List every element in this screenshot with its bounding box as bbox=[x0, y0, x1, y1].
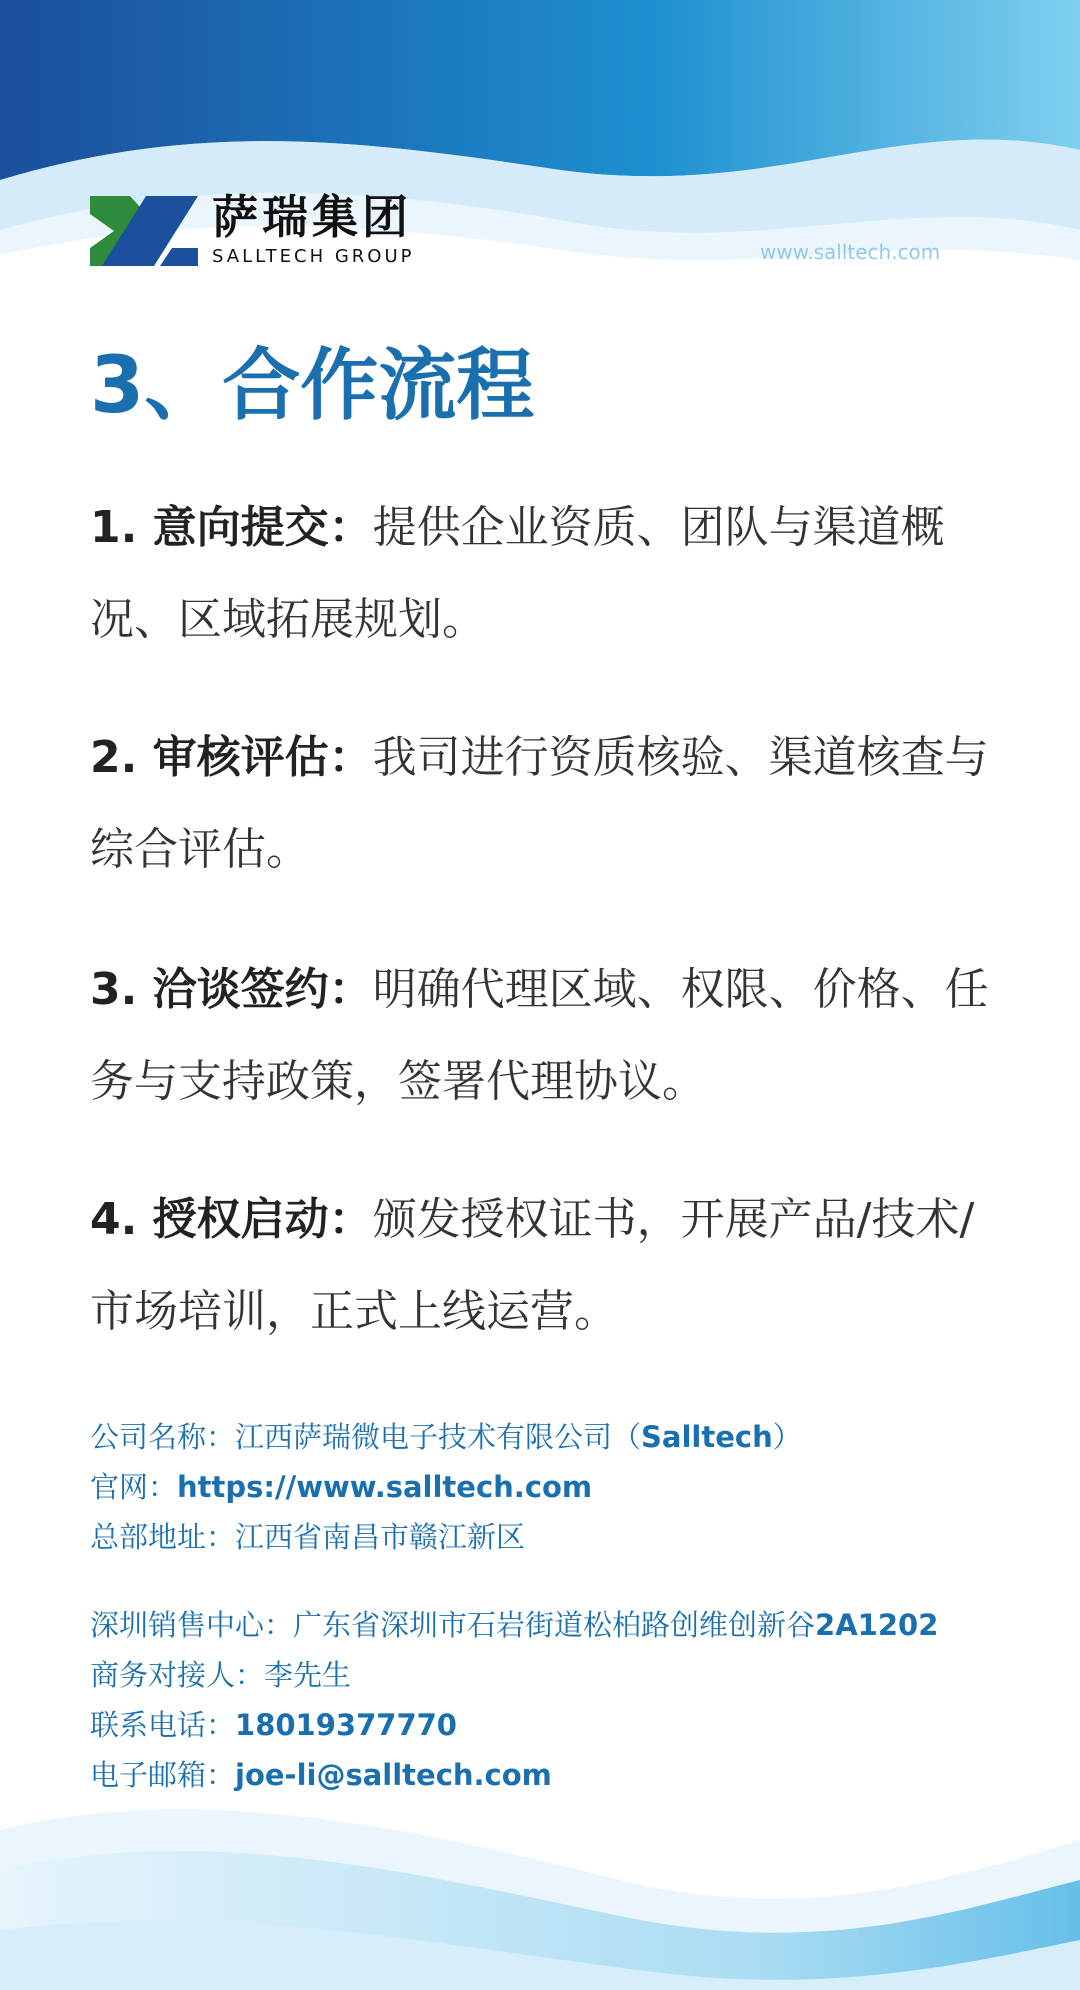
logo-english-name: SALLTECH GROUP bbox=[212, 246, 415, 267]
sales-contact-label: 商务对接人： bbox=[90, 1658, 265, 1692]
sales-center-room: 2A1202 bbox=[815, 1608, 939, 1642]
sales-email-link[interactable]: joe-li@salltech.com bbox=[235, 1758, 552, 1792]
step-1 bbox=[90, 482, 990, 666]
company-site-line bbox=[90, 1462, 802, 1512]
company-name-en: Salltech bbox=[641, 1420, 773, 1454]
company-name-end: ） bbox=[772, 1420, 802, 1454]
step-3-text: 明确代理区域、权限、价格、任务与支持政策，签署代理协议。 bbox=[90, 964, 989, 1107]
sales-phone-label: 联系电话： bbox=[90, 1708, 236, 1742]
company-name-value: 江西萨瑞微电子技术有限公司（ bbox=[235, 1420, 642, 1454]
sales-email-line bbox=[90, 1750, 938, 1800]
step-3 bbox=[90, 944, 990, 1128]
sales-center-label: 深圳销售中心： bbox=[90, 1608, 294, 1642]
step-1-text: 提供企业资质、团队与渠道概况、区域拓展规划。 bbox=[90, 502, 945, 645]
company-hq-label: 总部地址： bbox=[90, 1520, 236, 1554]
sales-email-label: 电子邮箱： bbox=[90, 1758, 236, 1792]
sales-phone-value[interactable]: 18019377770 bbox=[235, 1708, 457, 1742]
sales-contact-value: 李先生 bbox=[264, 1658, 352, 1692]
company-info bbox=[90, 1412, 802, 1562]
sales-contact-line bbox=[90, 1650, 938, 1700]
logo-chinese-name: 萨瑞集团 bbox=[212, 190, 412, 244]
step-1-title: 1. 意向提交： bbox=[90, 502, 373, 553]
sales-info bbox=[90, 1600, 938, 1800]
sales-center-line bbox=[90, 1600, 938, 1650]
step-4-text: 颁发授权证书，开展产品/技术/市场培训，正式上线运营。 bbox=[90, 1194, 975, 1337]
salltech-logo-icon bbox=[90, 196, 198, 266]
step-2-title: 2. 审核评估： bbox=[90, 732, 373, 783]
company-name-line bbox=[90, 1412, 802, 1462]
company-hq-value: 江西省南昌市赣江新区 bbox=[235, 1520, 526, 1554]
company-site-label: 官网： bbox=[90, 1470, 178, 1504]
step-3-title: 3. 洽谈签约： bbox=[90, 964, 373, 1015]
company-name-label: 公司名称： bbox=[90, 1420, 236, 1454]
header-website-url[interactable]: www.salltech.com bbox=[760, 240, 941, 264]
step-4 bbox=[90, 1174, 990, 1358]
company-hq-line bbox=[90, 1512, 802, 1562]
page-title: 3、合作流程 bbox=[90, 341, 535, 431]
step-4-title: 4. 授权启动： bbox=[90, 1194, 373, 1245]
sales-center-value: 广东省深圳市石岩街道松柏路创维创新谷 bbox=[293, 1608, 816, 1642]
company-site-link[interactable]: https://www.salltech.com bbox=[177, 1470, 593, 1504]
step-2 bbox=[90, 712, 990, 896]
sales-phone-line bbox=[90, 1700, 938, 1750]
step-2-text: 我司进行资质核验、渠道核查与综合评估。 bbox=[90, 732, 989, 875]
company-logo bbox=[90, 190, 420, 270]
